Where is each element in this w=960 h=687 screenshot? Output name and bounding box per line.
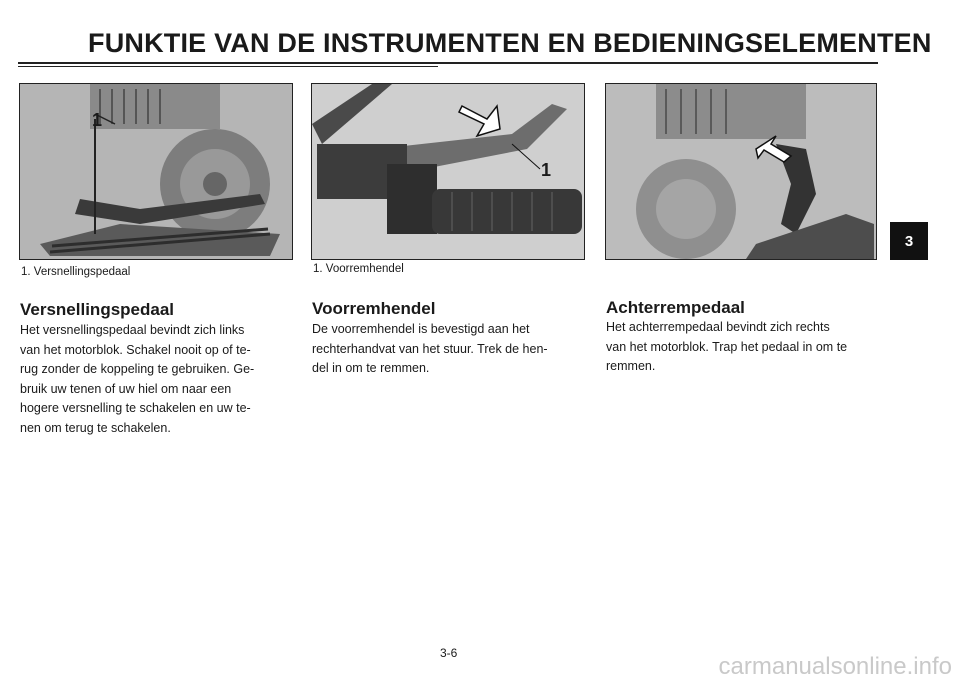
title-rule	[18, 62, 878, 64]
section-body: De voorremhendel is bevestigd aan het rechterhandvat van het stuur. Trek de hen- del in om te remmen.	[312, 322, 548, 376]
page-title: FUNKTIE VAN DE INSTRUMENTEN EN BEDIENINGSELEMENTEN	[88, 28, 932, 58]
figure-caption: 1. Voorremhendel	[313, 263, 404, 275]
section-heading: Voorremhendel	[312, 299, 436, 318]
gear-pedal-photo	[19, 83, 293, 260]
chapter-tab: 3	[890, 222, 928, 260]
brake-lever-photo	[311, 83, 585, 260]
section-heading: Versnellingspedaal	[20, 300, 175, 319]
section-body: Het achterrempedaal bevindt zich rechts van het motorblok. Trap het pedaal in om te remmen.	[606, 320, 848, 374]
watermark: carmanualsonline.info	[718, 653, 952, 680]
photo-callout: 1	[541, 160, 552, 180]
title-rule-thin	[18, 66, 438, 67]
page-number: 3-6	[440, 646, 458, 660]
section-heading: Achterrempedaal	[606, 298, 745, 317]
figure-caption: 1. Versnellingspedaal	[21, 266, 131, 278]
rear-brake-photo	[605, 83, 877, 260]
photo-callout: 1	[92, 110, 103, 130]
section-body: Het versnellingspedaal bevindt zich links van het motorblok. Schakel nooit op of te- rug zonder de koppeling te gebruiken. Ge- bruik uw tenen of uw hiel om naar een hogere versnelling te schakelen en uw te- nen om terug te schakelen.	[20, 323, 255, 435]
